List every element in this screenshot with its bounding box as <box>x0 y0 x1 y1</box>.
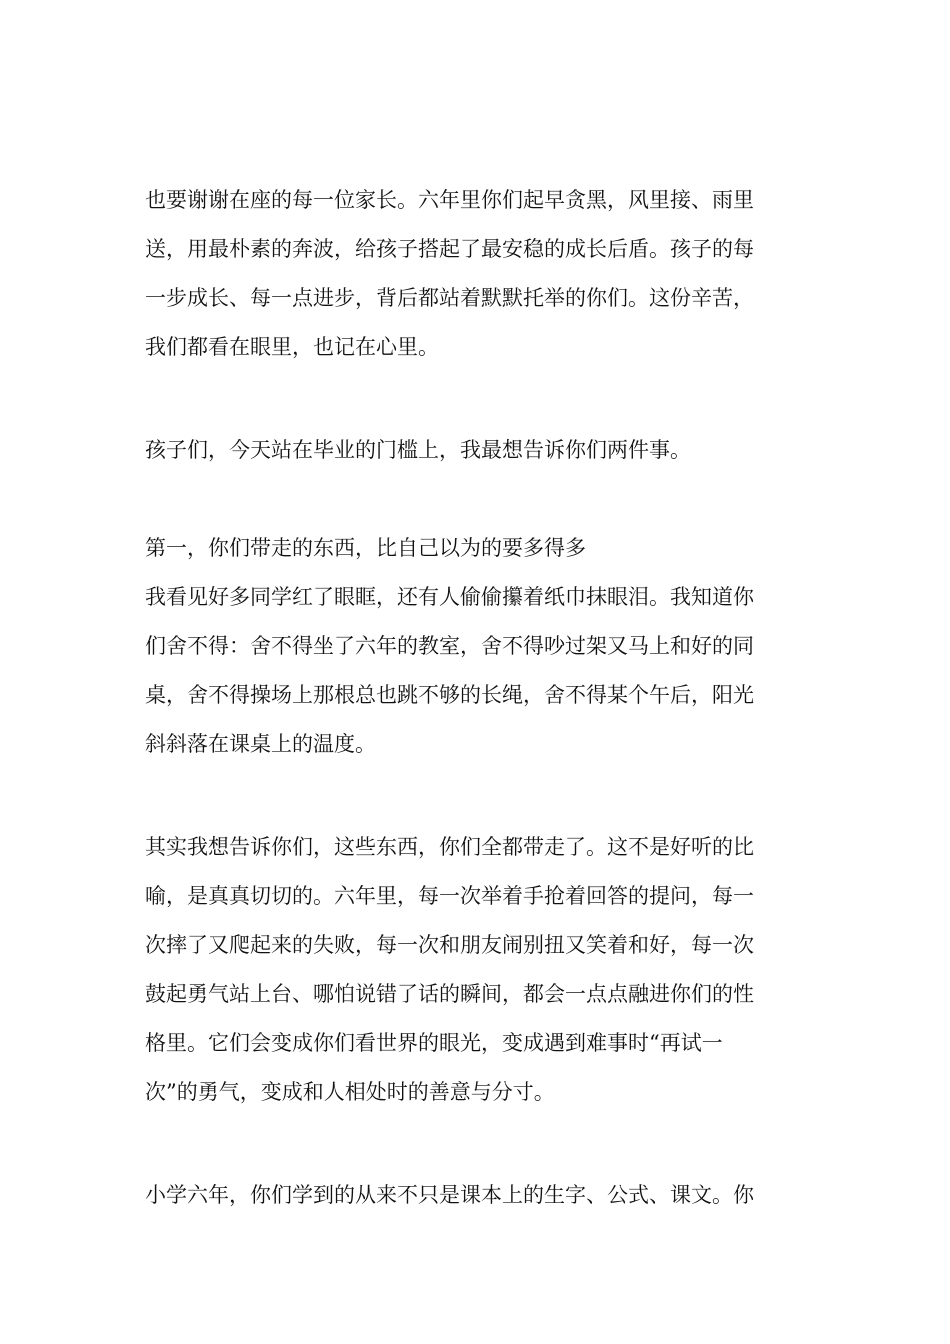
text-line: 也要谢谢在座的每一位家长。六年里你们起早贪黑，风里接、雨里 <box>145 188 754 212</box>
text-line: 我看见好多同学红了眼眶，还有人偷偷攥着纸巾抹眼泪。我知道你 <box>145 585 754 609</box>
text-line: 一步成长、每一点进步，背后都站着默默托举的你们。这份辛苦， <box>145 286 754 310</box>
paragraph-six-years <box>145 1171 810 1220</box>
text-line: 小学六年，你们学到的从来不只是课本上的生字、公式、课文。你 <box>145 1183 754 1207</box>
text-line: 其实我想告诉你们，这些东西，你们全都带走了。这不是好听的比 <box>145 835 754 859</box>
text-line: 次”的勇气，变成和人相处时的善意与分寸。 <box>145 1080 555 1104</box>
text-line: 孩子们，今天站在毕业的门槛上，我最想告诉你们两件事。 <box>145 438 691 462</box>
text-line: 鼓起勇气站上台、哪怕说错了话的瞬间，都会一点点融进你们的性 <box>145 982 754 1006</box>
paragraph-two-things <box>145 426 810 475</box>
text-line: 格里。它们会变成你们看世界的眼光，变成遇到难事时“再试一 <box>145 1031 723 1055</box>
section-heading: 第一，你们带走的东西，比自己以为的要多得多 <box>145 536 586 560</box>
text-line: 喻，是真真切切的。六年里，每一次举着手抢着回答的提问，每一 <box>145 884 754 908</box>
paragraph-take-away <box>145 823 810 1117</box>
text-line: 桌，舍不得操场上那根总也跳不够的长绳，舍不得某个午后，阳光 <box>145 683 754 707</box>
text-line: 送，用最朴素的奔波，给孩子搭起了最安稳的成长后盾。孩子的每 <box>145 237 754 261</box>
text-line: 们舍不得：舍不得坐了六年的教室，舍不得吵过架又马上和好的同 <box>145 634 754 658</box>
paragraph-first-point <box>145 524 810 769</box>
text-line: 斜斜落在课桌上的温度。 <box>145 732 376 756</box>
text-line: 我们都看在眼里，也记在心里。 <box>145 335 439 359</box>
text-line: 次摔了又爬起来的失败，每一次和朋友闹别扭又笑着和好，每一次 <box>145 933 754 957</box>
paragraph-parent-thanks <box>145 176 810 372</box>
